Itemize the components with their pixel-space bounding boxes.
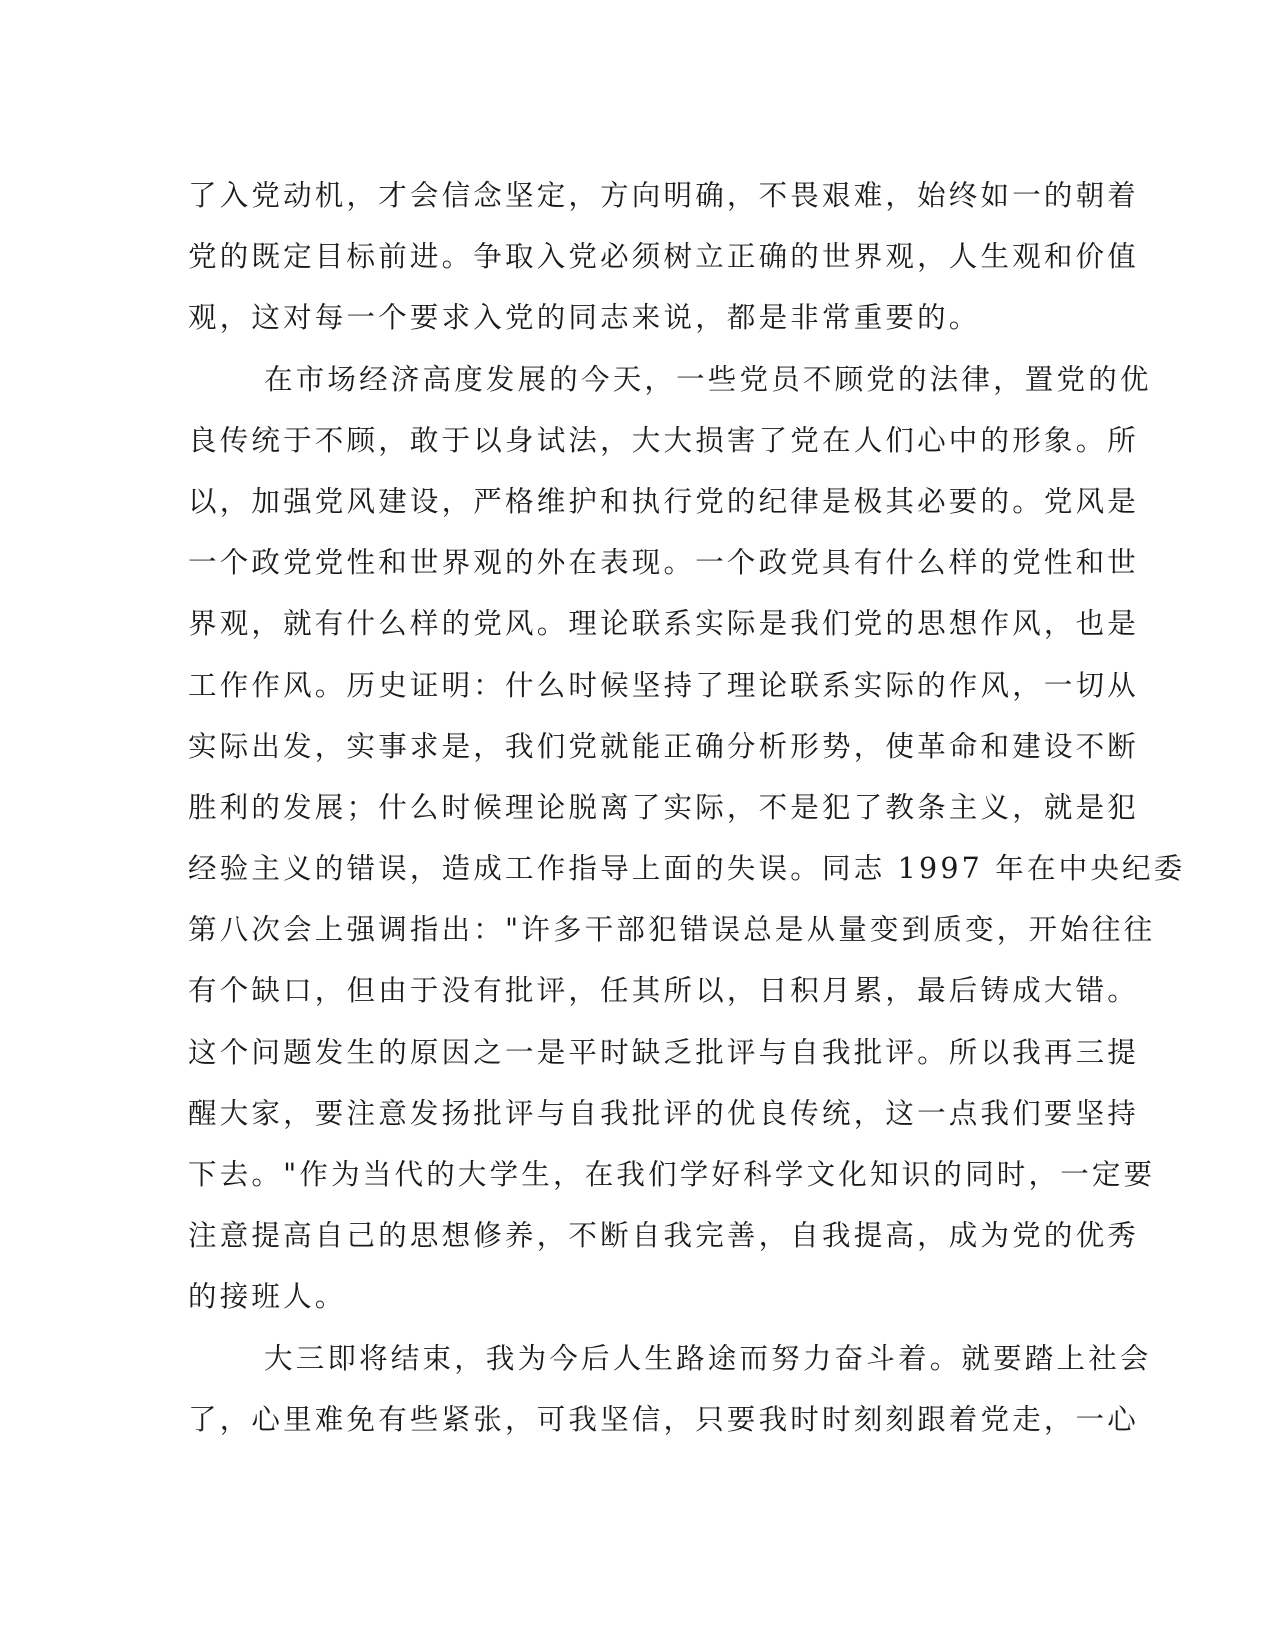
text-line: 党的既定目标前进。争取入党必须树立正确的世界观，人生观和价值 — [188, 240, 1140, 274]
text-line: 有个缺口，但由于没有批评，任其所以，日积月累，最后铸成大错。 — [188, 974, 1140, 1008]
text-line: 一个政党党性和世界观的外在表现。一个政党具有什么样的党性和世 — [188, 546, 1140, 580]
text-line: 大三即将结束，我为今后人生路途而努力奋斗着。就要踏上社会 — [264, 1341, 1152, 1375]
text-line: 注意提高自己的思想修养，不断自我完善，自我提高，成为党的优秀 — [188, 1219, 1140, 1253]
text-line: 这个问题发生的原因之一是平时缺乏批评与自我批评。所以我再三提 — [188, 1035, 1140, 1069]
text-line: 第八次会上强调指出："许多干部犯错误总是从量变到质变，开始往往 — [188, 913, 1156, 947]
text-line: 实际出发，实事求是，我们党就能正确分析形势，使革命和建设不断 — [188, 729, 1140, 763]
text-line: 工作作风。历史证明：什么时候坚持了理论联系实际的作风，一切从 — [188, 668, 1140, 702]
text-line: 界观，就有什么样的党风。理论联系实际是我们党的思想作风，也是 — [188, 607, 1140, 641]
text-line: 经验主义的错误，造成工作指导上面的失误。同志 1997 年在中央纪委 — [188, 852, 1186, 886]
text-line: 以，加强党风建设，严格维护和执行党的纪律是极其必要的。党风是 — [188, 484, 1140, 518]
text-line: 醒大家，要注意发扬批评与自我批评的优良传统，这一点我们要坚持 — [188, 1096, 1140, 1130]
text-line: 在市场经济高度发展的今天，一些党员不顾党的法律，置党的优 — [264, 362, 1152, 396]
text-line: 观，这对每一个要求入党的同志来说，都是非常重要的。 — [188, 301, 981, 335]
text-line: 下去。"作为当代的大学生，在我们学好科学文化知识的同时，一定要 — [188, 1158, 1156, 1191]
text-line: 了，心里难免有些紧张，可我坚信，只要我时时刻刻跟着党走，一心 — [188, 1402, 1140, 1436]
text-line: 的接班人。 — [188, 1280, 347, 1314]
document-body — [188, 165, 1186, 1450]
text-line: 胜利的发展；什么时候理论脱离了实际，不是犯了教条主义，就是犯 — [188, 790, 1140, 824]
text-line: 了入党动机，才会信念坚定，方向明确，不畏艰难，始终如一的朝着 — [188, 179, 1140, 212]
text-line: 良传统于不顾，敢于以身试法，大大损害了党在人们心中的形象。所 — [188, 423, 1140, 457]
